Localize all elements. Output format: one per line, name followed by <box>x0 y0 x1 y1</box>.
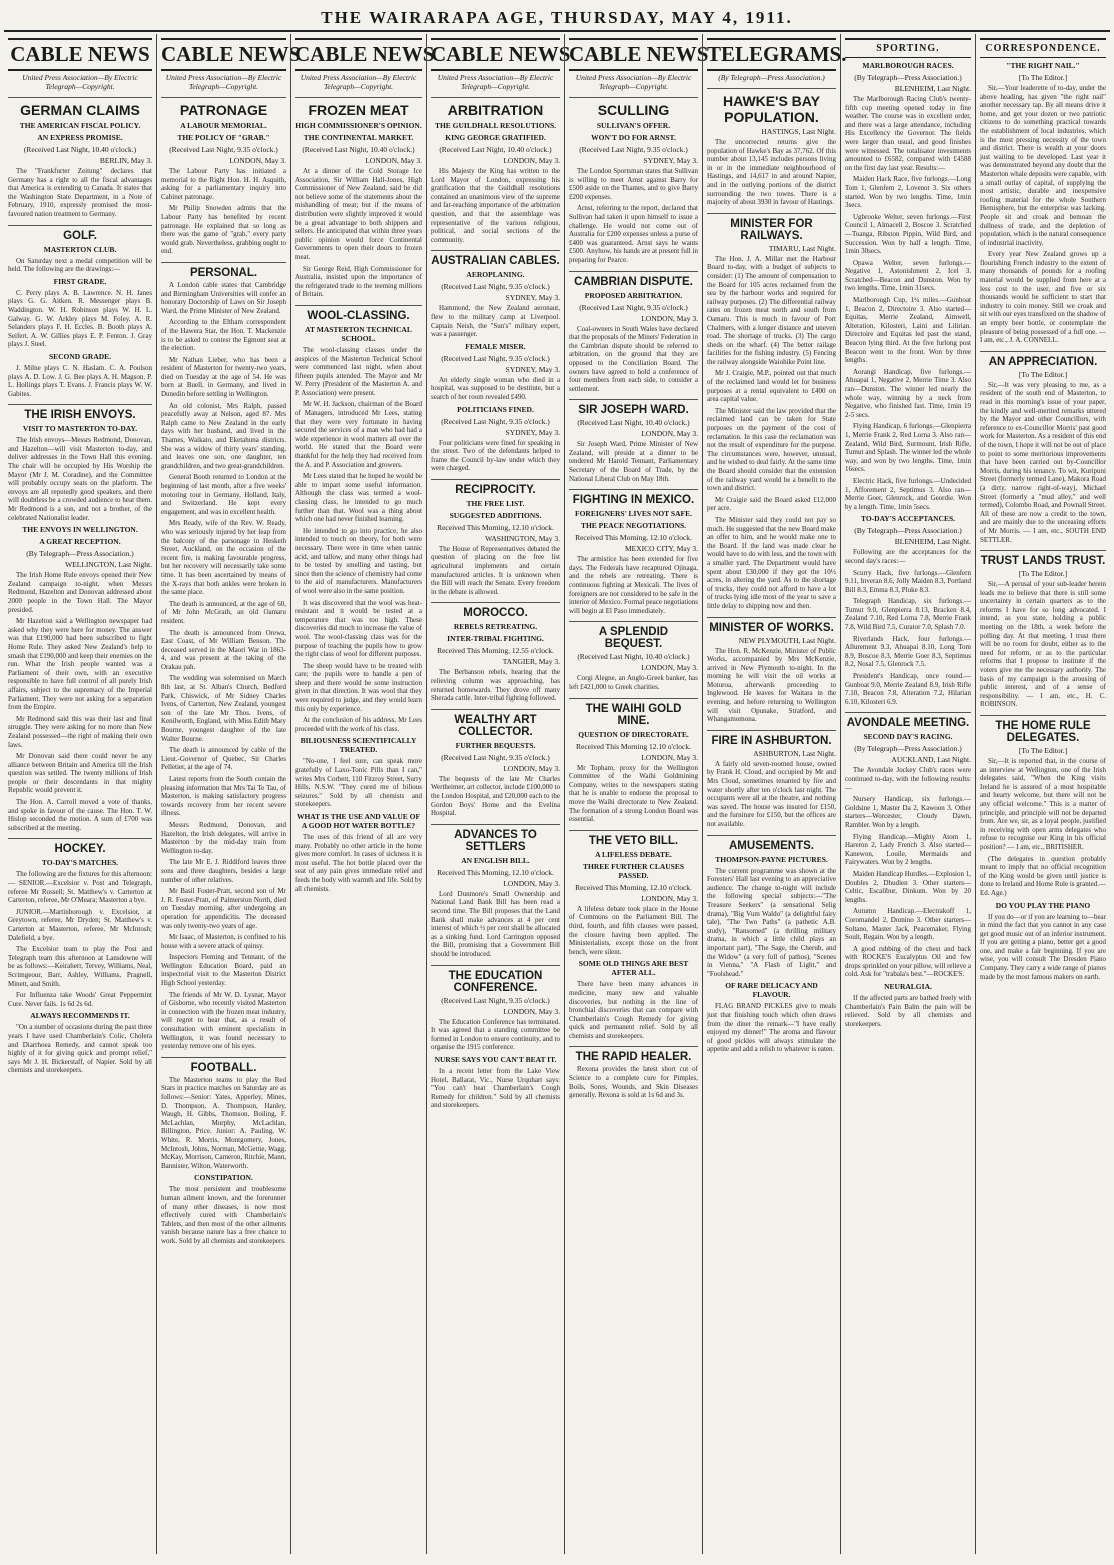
subheading: MASTERTON CLUB. <box>43 244 117 254</box>
newspaper-page <box>4 4 1110 1557</box>
subheading: FOREIGNERS' LIVES NOT SAFE. <box>575 509 692 519</box>
article-paragraph: Lord Dunmore's Small Ownership and National Land Bank Bill has been read a second time. The Bill proposes that the Land Bank shall make advances at 4 per cent interest of which ½ per cent shall be allocated as a sinking fund. Lord Carrington opposed the Bill, promising that a Government Bill should be introduced. <box>431 889 560 958</box>
dateline: LONDON, May 3. <box>641 663 698 673</box>
press-credit: United Press Association—By Electric Telegraph—Copyright. <box>165 73 282 91</box>
article-paragraph: The death is announced from Orewa, East Coast, of Mr William Benson. The deceased served in the Maori War in 1863-4, and was present at the taking of the Orakau pah. <box>161 628 286 671</box>
subheading: TO-DAY'S MATCHES. <box>41 858 119 868</box>
subheading: NURSE SAYS YOU CAN'T BEAT IT. <box>434 1054 557 1064</box>
received-line: (Received Last Night, 9.35 o'clock.) <box>579 302 688 312</box>
received-line: (Received Last Night, 9.35 o'clock.) <box>441 752 550 762</box>
article-paragraph: He intended to go into practice, he also intended to touch on theory, for both were necessary. There were in time when tannic acid, and tallow, and many other things had to be tested by smelling and tasting, but since then the science of chemistry had come to the aid of manufacturers. Manufacturers of wool were also in the same position. <box>295 526 422 595</box>
dateline: MEXICO CITY, May 3. <box>625 544 698 554</box>
article-paragraph: Inspectors Fleming and Tennant, of the Wellington Education Board, paid an inspectorial visit to the Masterton District High School yesterday. <box>161 953 286 988</box>
dateline: SYDNEY, May 3. <box>505 364 560 374</box>
subheading: KING GEORGE GRATIFIED. <box>445 133 546 142</box>
article-paragraph: The Marlborough Racing Club's twenty-fifth cup meeting opened today in fine weather. The course was in excellent order, and there was a large attendance, including His Excellency the Governor. The fields were larger than usual, and good finishes were witnessed. The totalisator investments amounted to £6582, compared with £4588 on the first day last year. Results:— <box>845 95 971 172</box>
article-paragraph: The Hon. A. Carroll moved a vote of thanks, and spoke in favour of the cause. The Hon. T. W. Hislop seconded the motion. A sum of £700 was subscribed at the meeting. <box>8 798 152 832</box>
subheading: HIGH COMMISSIONER'S OPINION. <box>295 121 422 130</box>
article-paragraph: Arnst, referring to the report, declared that Sullivan had taken it upon himself to issue a challenge. He would not come out of Australia for £200 expenses unless a purse of £400 was guaranteed. Arnst says he wants £500. Anyhow, his hands are at present full in preparing for Pearce. <box>569 204 698 264</box>
subheading: FURTHER BEQUESTS. <box>455 740 536 750</box>
subheading: THREE FURTHER CLAUSES PASSED. <box>582 861 684 880</box>
section-heading: AMUSEMENTS. <box>707 835 836 852</box>
columns-container <box>4 32 1110 1554</box>
article-paragraph: Following are the acceptances for the second day's races:— <box>845 548 971 565</box>
received-line: Received This Morning, 12.10 o'clock. <box>437 522 554 532</box>
article-paragraph: The armistice has been extended for five days. The Federals have recaptured Ojinaga, and the rebels are retreating. There is continuous fighting at Mexicali. The lives of foreigners are not considered to be safe in the interior of Mexico. Formal peace negotiations will begin at El Paso immediately. <box>569 555 698 615</box>
dateline: LONDON, May 3. <box>641 893 698 903</box>
received-line: (By Telegraph—Press Association.) <box>854 744 962 754</box>
section-heading: PERSONAL. <box>161 262 286 279</box>
subheading: CONSTIPATION. <box>194 1173 253 1183</box>
article-paragraph: Hammond, the New Zealand aeronaut, flew to the military camp at Liverpool. Captain Neish, the "Sun's" military expert, was a passenger. <box>431 304 560 339</box>
column-header: CABLE NEWS <box>8 38 152 71</box>
article-paragraph: For Influenza take Woods' Great Peppermint Cure. Never fails. 1s 6d 2s 6d. <box>8 991 152 1008</box>
subheading: THE PEACE NEGOTIATIONS. <box>580 521 687 531</box>
received-line: [To The Editor.] <box>1018 746 1068 755</box>
press-credit: United Press Association—By Electric Telegraph—Copyright. <box>300 73 417 91</box>
column-header: SPORTING. <box>845 38 971 58</box>
subheading: DO YOU PLAY THE PIANO <box>995 900 1091 910</box>
article-paragraph: The wedding was solemnised on March 8th last, at St. Alban's Church, Bedford Park, Chiswick, of Mr Sidney Charles Ivens, of Carterton, New Zealand, youngest son of the late Mr Thos. Ivens, of Kenilworth, England, with Miss Edith Mary Bourne, youngest daughter of the late Walter Bourne. <box>161 674 286 743</box>
article-paragraph: Sir Joseph Ward, Prime Minister of New Zealand, will preside at a dinner to be tendered Mr Harold Tennant, Parliamentary Secretary of the Board of Trade, by the National Liberal Club on May 18th. <box>569 440 698 483</box>
press-credit: United Press Association—By Electric Telegraph—Copyright. <box>437 73 554 91</box>
column-2 <box>156 34 301 1554</box>
subheading: VISIT TO MASTERTON TO-DAY. <box>22 424 138 434</box>
article-paragraph: In a recent letter from the Lake View Hotel, Ballarat, Vic., Nurse Urquhart says: "You can't beat Chamberlain's Cough Remedy for children." Sold by all chemists and storekeepers. <box>431 1066 560 1110</box>
subheading: AT MASTERTON TECHNICAL SCHOOL. <box>305 324 412 343</box>
section-heading: WOOL-CLASSING. <box>295 305 422 322</box>
section-heading: WEALTHY ART COLLECTOR. <box>431 709 560 738</box>
subheading: A GREAT RECEPTION. <box>39 537 121 547</box>
article-paragraph: The Irish envoys—Messrs Redmond, Donovan, and Hazelton—will visit Masterton to-day, and deliver addresses in the Town Hall this evening. The chair will be occupied by His Worship the Mayor (Mr J. M. Coradine), and the Committee will probably occupy seats on the platform. The envoys are all reputedly good speakers, and there will doubtless be a crowded audience to hear them. Mr Redmond is a son, and not a brother, of the celebrated Nationalist leader. <box>8 436 152 522</box>
dateline: LONDON, May 3. <box>365 156 422 165</box>
article-paragraph: The wool-classing classes under the auspices of the Masterton Technical School were commenced last night, when about fifteen pupils attended. The Mayor and Mr W. Perry (President of the Masterton A. and P. Association) were present. <box>295 345 422 397</box>
received-line: (Received Last Night, 9.35 o'clock.) <box>441 995 550 1005</box>
subheading: AEROPLANING. <box>466 270 525 280</box>
section-heading: CAMBRIAN DISPUTE. <box>569 271 698 288</box>
article-paragraph: Mr Donovan said there could never be any alliance between Britain and America till the Irish question was settled. The twenty millions of Irish people or their descendants in that mighty Republic would prevent it. <box>8 752 152 795</box>
article-paragraph: Telegraph Handicap, six furlongs.—Tumut 9.0, Glenpierra 8.13, Bracken 8.4, Zealand 7.10, Red Lorna 7.8, Merrie Frank 7.8, Wild Bird 7.5, Curator 7.0, Splash 7.0. <box>845 597 971 632</box>
article-paragraph: A London cable states that Cambridge and Birmingham Universities will confer an honorary Doctorship of Laws on Sir Joseph Ward, the Prime Minister of New Zealand. <box>161 280 286 315</box>
article-paragraph: Autumn Handicap.—Electrakoff 1, Coromandel 2, Domino 3. Other starters—Soltano, Master Jack, Peacemaker, Flying Soult, Regain. Won by a length. <box>845 907 971 942</box>
article-paragraph: The London Sportsman states that Sullivan is willing to meet Arnst against Barry for £500 aside on the Thames, and to give Barry £200 expenses. <box>569 167 698 201</box>
dateline: LONDON, May 3. <box>503 878 560 888</box>
received-line: (Received Last Night, 10.40 o'clock.) <box>23 145 137 154</box>
article-paragraph: The Irish Home Rule envoys opened their New Zealand campaign to-night, when Messrs Redmond, Hazelton and Donovan addressed about 2000 people in the Town Hall. The Mayor presided. <box>8 571 152 614</box>
article-paragraph: Mr Philip Snowden admits that the Labour Party has benefited by recent patronage. He explained that so long as there was the game of "grab," every party would grab. Nevertheless, grabbing ought to end. <box>161 204 286 256</box>
dateline: BLENHEIM, Last Night. <box>894 537 971 547</box>
dateline: NEW PLYMOUTH, Last Night. <box>738 635 836 645</box>
article-paragraph: Mrs Ready, wife of the Rev. W. Ready, who was seriously injured by her leap from the balcony of the parsonage in Hesketh Street, Auckland, on the occasion of the recent fire, is making favourable progress, but her recovery will necessarily take some time. It has been ascertained by means of the X-rays that both ankles were broken in the same place. <box>161 519 286 597</box>
article-paragraph: A fairly old seven-roomed house, owned by Frank H. Cloud, and occupied by Mr and Mrs Cloud, sometimes tenanted by fire and water shortly after ten o'clock last night. The occupants were all at the theatre, and nothing was saved. The house was insured for £150, and the furniture for £150, but the offices are not available. <box>707 759 836 828</box>
section-heading: SIR JOSEPH WARD. <box>569 399 698 416</box>
article-paragraph: Flying Handicap, 6 furlongs.—Glenpierra 1, Merrie Frank 2, Red Lorna 3. Also ran—Zealand, Wild Bird, Surmount, Irish Rifle, Tumut and Splash. The winner led the whole way, and won by two lengths. Time, 1min 16secs. <box>845 422 971 474</box>
subheading: A LIFELESS DEBATE. <box>595 849 672 859</box>
section-heading: MOROCCO. <box>431 602 560 619</box>
article-paragraph: Mr Hazelton said a Wellington newspaper had asked why they were here for money. The answer was that £190,000 had been subscribed to fight Home Rule. They asked New Zealand's help to smash that £190,000 and keep their enemies on the run. What the Irish people wanted was a Parliament of their own, with an executive responsible to have full control of all purely Irish affairs, subject to the supremacy of the Imperial Parliament. They were not asking for a separation from the Empire. <box>8 617 152 712</box>
article-paragraph: Sir,—Your leaderette of to-day, under the above heading, has given "the right nail" another necessary tap. By all means drive it home, and get your dozen or two patriotic citizens to do something practical towards the establishment of local industries, which is the most pressing necessity of the town and district. There is wealth at your doors just waiting to be developed. Last year it was demonstrated beyond any doubt that the Masterton whale deposits were capable, with a small outlay of capital, of supplying the most artistic, durable and inexpensive roofing material for the whole Southern Hemisphere, but the enterprise was lacking. People sit and croak and bemoan the dullness of trade, and the depletion of population, which is the natural consequence of industrial inactivity. <box>980 84 1106 247</box>
dateline: HASTINGS, Last Night. <box>761 127 836 136</box>
article-paragraph: (The delegates in question probably meant to imply that no official recognition of the King would be given until justice is done to Ireland and Home Rule is granted.—Ed. Age.) <box>980 854 1106 897</box>
subheading: FIRST GRADE. <box>53 276 107 286</box>
section-heading: ARBITRATION <box>431 97 560 118</box>
subheading: REBELS RETREATING. <box>453 622 538 632</box>
dateline: LONDON, May 3. <box>229 156 286 165</box>
article-paragraph: The Hon. J. A. Millar met the Harbour Board to-day, with a budget of subjects to consider: (1) The amount of compensation to the Board for 105 acres reclaimed from the sea by the harbour works and required for railway purposes. (2) The differential railway rates on frozen meat north and south from Oamaru. This is much in favour of Port Chalmers, with a longer distance and uneven road. The shortage of trucks. (3) The cargo sheds on the wharf. (4) The better railage facilities for the fishing industry. (5) Fencing the railway alongside Waiohike Point line. <box>707 254 836 366</box>
article-paragraph: The sheep would have to be treated with care; the pupils were to handle a pen of sheep and there would be some instruction given in that direction. It was wool that they were required to judge, and they would learn this only by experience. <box>295 661 422 713</box>
article-paragraph: Scurry Hack, five furlongs.—Glenfern 9.11, Inveran 8.6, Jolly Maiden 8.3, Portland Bill 8.3, Emma 8.3, Pluke 8.3. <box>845 568 971 594</box>
subheading: THE GUILDHALL RESOLUTIONS. <box>434 121 557 130</box>
article-paragraph: Rexona provides the latest short cut of Science to a complete cure for Pimples, Boils, Sores, Wounds, and Skin Diseases generally. Rexona is sold at 1s 6d and 3s. <box>569 1065 698 1100</box>
received-line: (Received Last Night, 9.35 o'clock.) <box>169 145 278 154</box>
section-heading: GOLF. <box>8 225 152 242</box>
subheading: SECOND DAY'S RACING. <box>863 732 953 742</box>
subheading: THE POLICY OF "GRAB." <box>177 133 270 142</box>
dateline: AUCKLAND, Last Night. <box>891 755 971 765</box>
press-credit: United Press Association—By Electric Telegraph—Copyright. <box>575 73 692 91</box>
section-heading: THE HOME RULE DELEGATES. <box>980 715 1106 744</box>
section-heading: ADVANCES TO SETTLERS <box>431 824 560 853</box>
column-header: CABLE NEWS <box>569 38 698 71</box>
section-heading: THE WAIHI GOLD MINE. <box>569 698 698 727</box>
subheading: SECOND GRADE. <box>48 351 112 361</box>
article-paragraph: The Avondale Jockey Club's races were continued to-day, with the following results:— <box>845 766 971 792</box>
article-paragraph: If you do—or if you are learning to—bear in mind the fact that you cannot in any case get good music out of an inferior instrument. If you are getting a piano, better get a good one, and make a fair beginning. If you are wise, you will consult The Dresden Piano Company. They carry a wide range of pianos made by the most famous makers on earth. <box>980 912 1106 981</box>
section-heading: MINISTER OF WORKS. <box>707 617 836 634</box>
article-paragraph: Sir,—A perusal of your sub-leader herein leads me to believe that there is still some uncertainty in certain quarters as to the reforms I have for so long advocated. I intend, as you state, holding a public meeting on the 18th, a week before the polling day. At that meeting, I trust there will be no room for doubt, either as to the need for reform, or as to the particular reforms that I propose to institute if the voters give me the necessary authority. The basis of my campaign is the arousing of public interest, and of a sense of responsibility. — I am, etc., H. C. ROBINSON. <box>980 580 1106 709</box>
subheading: PROPOSED ARBITRATION. <box>584 290 683 300</box>
subheading: THE ENVOYS IN WELLINGTON. <box>22 525 138 535</box>
section-heading: HOCKEY. <box>8 838 152 855</box>
article-paragraph: Marlborough Cup, 1¼ miles.—Gunboat 1, Beacon 2, Directoire 3. Also started—Equitas, Merrie Zealand, Aimwell, Alteration, Kilosteri, Laini and Lilirian. Directoire and Equitas led past the stand, Beacon lying third. At the five furlong post Beacon went to the front. Won by three lengths. <box>845 296 971 365</box>
subheading: QUESTION OF DIRECTORATE. <box>578 729 689 739</box>
dateline: SYDNEY, May 3. <box>505 427 560 437</box>
article-paragraph: Mr Topham, proxy for the Wellington Committee of the Waihi Goldmining Company, writes to the newspapers stating that he is unable to endorse the proposal to move the Waihi directorate to New Zealand. The formation of a strong London Board was essential. <box>569 763 698 824</box>
article-paragraph: General Booth returned to London at the beginning of last month, after a five weeks' motoring tour in Germany, Holland, Italy, and Switzerland. He kept every engagement, and was in excellent health. <box>161 473 286 516</box>
dateline: WASHINGTON, May 3. <box>485 533 560 543</box>
article-paragraph: J. Milne plays C. N. Haslam. C. A. Poulson plays A. D. Low. J. G. Bee plays A. H. Magson. P. L. Hollings plays T. Evans. J. Francis plays W. W. Gabites. <box>8 363 152 398</box>
article-paragraph: The death is announced, at the age of 60, of Mr John McGrath, an old Oamaru resident. <box>161 599 286 625</box>
masthead: THE WAIRARAPA AGE, THURSDAY, MAY 4, 1911. <box>4 4 1110 32</box>
received-line: [To The Editor.] <box>1018 73 1068 82</box>
received-line: (By Telegraph—Press Association.) <box>854 526 962 536</box>
article-paragraph: Mr Basil Foster-Pratt, second son of Mr J. R. Foster-Pratt, of Palmerston North, died on Tuesday morning, after undergoing an operation for appendicitis. The deceased was only twenty-two years of age. <box>161 887 286 930</box>
subheading: "THE RIGHT NAIL." <box>1006 61 1080 70</box>
press-credit: United Press Association—By Electric Telegraph—Copyright. <box>22 73 138 91</box>
section-heading: AN APPRECIATION. <box>980 351 1106 368</box>
article-paragraph: Maiden Handicap Hurdles.—Explosion 1, Doubles 2, Dhudien 3. Other starters—Celtic, Escalibur, Dinkum. Won by 20 lengths. <box>845 869 972 904</box>
dateline: WELLINGTON, Last Night. <box>65 560 152 570</box>
received-line: Received This Morning 12.10 o'clock. <box>576 741 691 751</box>
subheading: OF RARE DELICACY AND FLAVOUR. <box>725 981 818 1000</box>
received-line: Received This Morning, 12.55 o'clock. <box>437 646 554 656</box>
received-line: (Received Last Night, 9.35 o'clock.) <box>579 145 688 154</box>
dateline: LONDON, May 3. <box>641 752 698 762</box>
article-paragraph: C. Perry plays A. B. Lawrence. N. H. Janes plays G. G. Aitken. R. Messenger plays B. Waddington. W. H. Robinson plays W. H. L. Galway. G. W. Arkley plays M. Foley. A. R. Selanders plays F. H. Eccles. B. Booth plays A. Seifert. A. W. Gillies plays E. P. Fenton. J. Gray plays J. Steel. <box>8 288 152 349</box>
subheading: THE AMERICAN FISCAL POLICY. <box>19 121 141 130</box>
dateline: LONDON, May 3. <box>641 429 698 439</box>
article-paragraph: The Berbanson rebels, hearing that the relieving column was approaching, has returned homewards. They drove off many Sherada cattle. Inter-tribal fighting followed. <box>431 668 560 703</box>
section-heading: THE IRISH ENVOYS. <box>8 404 152 421</box>
article-paragraph: Aorangi Handicap, five furlongs.—Ahuapai 1, Negative 2, Merrie Time 3. Also ran—Dunston. The winner led nearly the whole way, winning by a neck from Negative, who finished fast. Time, 1min 19 2-5 secs. <box>845 367 971 419</box>
column-4 <box>426 34 571 1554</box>
subheading: AN EXPRESS PROMISE. <box>37 133 123 142</box>
article-paragraph: Riverlands Hack, four furlongs.—Allurement 9.3, Ahuapai 8.10, Long Tom 8.9, Boscoe 8.3, Merrie Goer 8.3, Septimus 8.2, Nosal 7.5, Glenrock 7.5. <box>845 634 971 669</box>
subheading: THE FREE LIST. <box>466 498 525 508</box>
article-paragraph: A lifeless debate took place in the House of Commons on the Parliament Bill. The third, fourth, and fifth clauses were passed, the closure having been applied. The Ministerialists, except those on the front bench, were silent. <box>569 904 698 956</box>
received-line: (By Telegraph—Press Association.) <box>26 549 134 559</box>
article-paragraph: JUNIOR.—Martinborough v. Excelsior, at Greytown, referee, Mr Dryden; St. Matthew's v. Carterton at Masterton, referee, Mr McIntosh; Dalefield, a bye. <box>8 907 152 942</box>
received-line: (Received Last Night, 9.35 o'clock.) <box>441 282 550 292</box>
subheading: THOMPSON-PAYNE PICTURES. <box>715 854 828 864</box>
column-header: TELEGRAMS. <box>707 38 836 71</box>
received-line: Received This Morning, 12.10 o'clock. <box>575 533 692 543</box>
article-paragraph: A good rubbing of the chest and back with ROCKE'S Eucalyptus Oil and few drops sprinkled on your pillow, will relieve a cold. Ask for "trabala's best."—ROCKE'S. <box>845 944 971 979</box>
column-1 <box>4 34 156 1554</box>
column-header: CABLE NEWS <box>161 38 286 71</box>
article-paragraph: At a dinner of the Cold Storage Ice Association, Sir William Hall-Jones, High Commissioner of New Zealand, said he did not believe some of the statements about the mishandling of meat; but if the means of distribution were slightly improved it would be a great advantage to both shippers and sellers. He anticipated that within three years public opinion would force Continental Governments to open their doors to frozen meat. <box>295 167 422 261</box>
column-3 <box>290 34 435 1554</box>
dateline: SYDNEY, May 3. <box>643 156 698 165</box>
received-line: (Received Last Night, 10.40 o'clock.) <box>577 418 690 428</box>
article-paragraph: The most persistent and troublesome human ailment known, and the forerunner of many other diseases, is now most effectively cured with Chamberlain's Tablets, and then most of the other ailments vanish because nature has a free chance to work. Sold by all chemists and storekeepers. <box>161 1185 286 1245</box>
received-line: [To The Editor.] <box>1018 569 1068 579</box>
article-paragraph: President's Handicap, once round.—Gunboat 9.0, Merrie Zealand 8.9, Irish Rifle 7.10, Beacon 7.8, Alteration 7.2, Hilarian 6.10, Kilosteri 6.9. <box>845 672 971 706</box>
article-paragraph: There have been many advances in medicine, many new and valuable discoveries, but nothing in the line of bronchial discoveries that can compare with Chamberlain's Cough Remedy for giving quick and permanent relief. Sold by all chemists and storekeepers. <box>569 980 698 1040</box>
article-paragraph: The Masterton teams to play the Red Stars in practice matches on Saturday are as follows:—Senior: Yates, Apperley, Mines, D. Thompson, A. Thompson, Hanley, Waugh, H. Gibbs, Thomson, Boiling, F. McLachlan, Murphy, McLachlan, Billington, Price. Junior: A. Pauling, W. White, R. Morris, Montgomery, Jones, McIntosh, Johns, Norman, McGettie, Wagg, McKay, Morrison, Cameron, Ritchie, Mann, Bannister, Wilton, Waterworth. <box>161 1075 286 1170</box>
article-paragraph: Ugbrooke Welter, seven furlongs.—First Council 1, Almacell 2, Boscoe 3. Scratched—Toanga, Ribston Pippin, Wild Bird, and Succession. Won by half a length. Time, 1min 30secs. <box>845 212 971 256</box>
received-line: (Received Last Night, 10.40 o'clock.) <box>439 145 552 154</box>
article-paragraph: The bequests of the late Mr Charles Wertheimer, art collector, include £100,000 to the London Hospital, and £20,000 each to the Gordon Boys' Home and the Evelina Hospital. <box>431 774 560 818</box>
dateline: LONDON, May 3. <box>503 156 560 165</box>
received-line: (Received Last Night, 9.35 o'clock.) <box>441 353 550 363</box>
article-paragraph: Mr Lees stated that he hoped he would be able to impart some useful information. Although the class was termed a wool-classing class, he intended to go much further than that. Wool was a thing about which one had never finished learning. <box>295 472 422 524</box>
dateline: ASHBURTON, Last Night. <box>753 748 836 758</box>
dateline: BLENHEIM, Last Night. <box>894 84 971 93</box>
article-paragraph: It was discovered that the wool was heat-resistant and it would be tested at a temperature that was too high. These discoveries did much to increase the value of wool. The wool-classing class was for the purpose of teaching the pupils how to grow the right class of wool for different purposes. <box>295 598 422 659</box>
dateline: SYDNEY, May 3. <box>505 293 560 303</box>
article-paragraph: Mr Craigie said the Board asked £12,000 per acre. <box>707 495 836 513</box>
column-header: CABLE NEWS <box>431 38 560 71</box>
subheading: A LABOUR MEMORIAL. <box>180 121 267 130</box>
dateline: BERLIN, May 3. <box>99 156 152 165</box>
subheading: ALWAYS RECOMMENDS IT. <box>30 1011 130 1021</box>
dateline: TIMARU, Last Night. <box>768 243 836 253</box>
subheading: FEMALE MISER. <box>465 341 526 351</box>
section-heading: SCULLING <box>569 97 698 118</box>
article-paragraph: The House of Representatives debated the question of placing on the free list agricultural implements and certain manufactured articles. It is unknown when the Bill will reach the Senate. Every freedom in the debate is allowed. <box>431 544 560 596</box>
subheading: WON'T DO FOR ARNST. <box>591 133 676 142</box>
section-heading: FOOTBALL. <box>161 1057 286 1074</box>
article-paragraph: The death is announced by cable of the Lieut.-Governor of Quebec, Sir Charles Pelletier, at the age of 74. <box>161 746 286 772</box>
dateline: TANGIER, May 3. <box>502 657 560 667</box>
section-heading: AVONDALE MEETING. <box>845 712 971 729</box>
article-paragraph: The Minister said the law provided that the reclaimed land can be taken for State purposes on the payment of the cost of reclamation. In this case the reclamation was not the result of expenditure for the purpose. The circumstances were, however, unusual, and he wished to deal fairly. At the same time the Board should consider that the extension of the railway yard would be a benefit to the town and district. <box>707 406 836 493</box>
subheading: SOME OLD THINGS ARE BEST AFTER ALL. <box>578 959 689 978</box>
article-paragraph: The Labour Party has initiated a memorial to the Right Hon. H. H. Asquith, asking for a parliamentary inquiry into Cabinet patronage. <box>161 167 286 201</box>
article-paragraph: If the affected parts are bathed freely with Chamberlain's Pain Balm the pain will be relieved. Sold by all chemists and storekeepers. <box>845 994 971 1028</box>
article-paragraph: Mr Isaac, of Masterton, is confined to his house with a severe attack of quinsy. <box>161 933 286 950</box>
column-header: CORRESPONDENCE. <box>980 38 1106 58</box>
section-heading: GERMAN CLAIMS <box>8 97 152 118</box>
column-6 <box>702 34 847 1554</box>
subheading: POLITICIANS FINED. <box>457 404 534 414</box>
article-paragraph: Coal-owners in South Wales have declared that the proposals of the Miners' Federation in the Cambrian dispute should be referred to arbitration, on the ground that they are opposed to the Conciliation Board. The owners have agreed to hold a conference of four members from each side, to consider a settlement. <box>569 324 698 393</box>
subheading: WHAT IS THE USE AND VALUE OF A GOOD HOT WATER BOTTLE? <box>296 812 421 830</box>
subheading: SUGGESTED ADDITIONS. <box>449 510 542 520</box>
article-paragraph: An elderly single woman who died in a hospital, was supposed to be destitute, but a search of her room revealed £490. <box>431 375 560 401</box>
subheading: THE CONTINENTAL MARKET. <box>303 133 414 142</box>
received-line: Received This Morning, 12.10 o'clock. <box>437 867 554 877</box>
column-header: CABLE NEWS <box>295 38 422 71</box>
article-paragraph: The uses of this friend of all are very many. Probably no other article in the home gives more comfort. In cases of sickness it is most useful. The hot bottle placed over the seat of any pain gives immediate relief and feeds the body with warmth and life. Sold by all chemists. <box>295 833 422 893</box>
article-paragraph: Mr Redmond said this was their last and final struggle. They were asking for no more than New Zealand possessed—the right of making their own laws. <box>8 714 152 749</box>
section-heading: FIGHTING IN MEXICO. <box>569 489 698 506</box>
section-heading: A SPLENDID BEQUEST. <box>569 621 698 650</box>
dateline: LONDON, May 3. <box>503 1006 560 1016</box>
section-heading: THE VETO BILL. <box>569 830 698 847</box>
subheading: MARLBOROUGH RACES. <box>862 61 954 70</box>
subheading: INTER-TRIBAL FIGHTING. <box>447 634 544 644</box>
article-paragraph: The Hon. R. McKenzie, Minister of Public Works, accompanied by Mrs McKenzie, arrived in New Plymouth to-night. In the morning he will visit the oil works at Moturoa, afterwards proceeding to Inglewood. He leaves for Waitara in the evening, and before returning to Wellington will visit Opunake, Stratford, and Whangamomona. <box>707 646 836 724</box>
dateline: LONDON, May 3. <box>641 313 698 323</box>
section-heading: FIRE IN ASHBURTON. <box>707 730 836 747</box>
column-7 <box>840 34 975 1554</box>
section-heading: FROZEN MEAT <box>295 97 422 118</box>
received-line: (Received Last Night, 10.40 o'clock.) <box>577 652 690 662</box>
article-paragraph: His Majesty the King has written to the Lord Mayor of London, expressing his gratification that the Guildhall resolutions contained an unanimous view of the supreme and far-reaching importance of the arbitration question, and that the assemblage was representative of the various religious, political, and social sections of the community. <box>431 167 560 244</box>
article-paragraph: Four politicians were fined for speaking in the street. Two of the defendants helped to frame the Council by-law under which they were charged. <box>431 438 560 473</box>
press-credit: (By Telegraph—Press Association.) <box>718 73 825 82</box>
section-heading: TRUST LANDS TRUST. <box>980 550 1106 567</box>
article-paragraph: The current programme was shown at the Foresters' Hall last evening to an appreciative audience. The change to-night will include the following special subjects:—"The Treasure Seekers" (a sensational Selig drama), "Big Vum Waldo" (a delightful fairy tale), "The Two Paths" (a pathetic A.B. study), "Ransomed" (a thrilling military drama, in which a little child plays an important part), "The Sage, the Cherub, and the Widow" (a very full of pathos), "Scenes in Vienna," "A Flash of Light," and "Foolshead." <box>707 866 836 978</box>
article-paragraph: An old colonist, Mrs Ralph, passed peacefully away at Nelson, aged 87. Mrs Ralph came to New Zealand in the early days with her husband, and lived in the Thames, Waikato, and Eketahuna districts. She was a widow of thirty years' standing, and leaves one son, one daughter, ten grandchildren, and two great-grandchildren. <box>161 401 286 470</box>
article-paragraph: Sir,—It is reported that, in the course of an interview at Wellington, one of the Irish delegates said, "When the King visits Ireland he is assured of a most hospitable and hearty welcome, but there will not be any official welcome." This is a matter of principle, and principle will not be departed from. Are we, sir, as a loyal people, justified in receiving with open arms delegates who refuse to recognise our King in his official position? — I am, etc., BRITISHER. <box>980 757 1106 851</box>
article-paragraph: Sir,—It was very pleasing to me, as a resident of the south end of Masterton, to read in this morning's issue of your paper, the kindly and well-merited remarks uttered by the Mayor and other Councillors, with reference to ex-Councillor Morris' past good work for Masterton. As a resident of this end of the town, I hope it will not be out of place to point to some meritorious improvements that have been carried out by-Councillor Morris, during his tenancy. To wit, Kuripuni Street (formerly termed Lane), Makora Road (a dirty, narrow right-of-way), Michael Street (formerly a "mud alley," and well termed), Colombo Road, and Pownall Street. All of these are now a credit to the town, and are mainly due to the unceasing efforts of Mr Morris. — I am, etc., SOUTH END SETTLER. <box>980 380 1106 544</box>
article-paragraph: The uncorrected returns give the population of Hawke's Bay as 37,762. Of this number about 13,145 includes persons living in or in the immediate neighbourhood of Hastings, and 14,617 in and around Napier, and in the outlying portions of the district surrounding the two towns. There is a majority of about 3930 in favour of Hastings. <box>707 138 836 207</box>
article-paragraph: "On a number of occasions during the past three years I have used Chamberlain's Colic, Cholera and Diarrhoea Remedy, and cannot speak too highly of it for giving quick and prompt relief," says Mr J. H. Bickerstaff, of Napier. Sold by all chemists and storekeepers. <box>8 1023 152 1075</box>
column-8 <box>975 34 1110 1554</box>
subheading: NEURALGIA. <box>884 982 932 992</box>
article-paragraph: The "Frankfurter Zeitung" declares that Germany has a right to all the fiscal advantages that America is extending to Canada. It states that the Washington State Department, in a Note of February, 1910, expressly promised the most-favoured nation treatment to Germany. <box>8 167 152 218</box>
received-line: (By Telegraph—Press Association.) <box>854 73 962 82</box>
article-paragraph: The following are the fixtures for this afternoon:— SENIOR.—Excelsior v. Post and Telegraph, referee Mr Rossell; St. Matthew's v. Carterton at Carterton, referee, Mr O'Meara; Masterton a bye. <box>8 870 152 905</box>
received-line: [To The Editor.] <box>1018 369 1068 379</box>
received-line: Received This Morning, 12.10 o'clock. <box>575 882 692 892</box>
article-paragraph: The Education Conference has terminated. It was agreed that a standing committee be formed in London to ensure continuity, and to organise the 1915 conference. <box>431 1017 560 1052</box>
article-paragraph: According to the Eltham correspondent of the Hawera Star, the Hon. T. Mackenzie is to be asked to contest the Egmont seat at the election. <box>161 318 286 353</box>
received-line: (Received Last Night, 10.40 o'clock.) <box>302 145 415 154</box>
article-paragraph: The Excelsior team to play the Post and Telegraph team this afternoon at Lansdowne will be as follows:—Keiraherr, Tervey, Williams, Neal, Scrimgeour, Barr, Ashley, Williams, Pragnell, Minett, and Smith. <box>8 945 152 988</box>
article-paragraph: Every year New Zealand grows up a flourishing French industry to the extent of many thousands of pounds for a roofing material would be supplied from here at a less cost to the user, and five or six thousands would be sufficient to start that industry to coin money. Still we croak and sit with our eyes transfixed on the shadow of an empty beer bottle, or contemplate the pleasure of being possessed of a full one. — I am, etc., J. A. CONNELL. <box>980 250 1106 345</box>
section-heading: THE EDUCATION CONFERENCE. <box>431 965 560 994</box>
article-paragraph: Mr Nathan Lieber, who has been a resident of Masterton for twenty-two years, died on Tuesday at the age of 54. He was born at Buell, in Germany, and lived in Dunedin before settling in Wellington. <box>161 355 286 399</box>
article-paragraph: Corgi Alegne, an Anglo-Greek banker, has left £421,000 to Greek charities. <box>569 674 698 691</box>
subheading: AN ENGLISH BILL. <box>461 855 530 865</box>
article-paragraph: The friends of Mr W. D. Lysnar, Mayor of Gisborne, who recently visited Masterton in connection with the frozen meat industry, will regret to hear that, as a result of consultation with eminent specialists in Wellington, it was found necessary to yesterday remove one of his eyes. <box>161 990 286 1051</box>
article-paragraph: Flying Handicap.—Mighty Atom 1, Hareron 2, Lady French 3. Also started—Kanewon, Louile, Mermaids and Fairywaters. Won by 2 lengths. <box>845 832 971 867</box>
section-heading: RECIPROCITY. <box>431 479 560 496</box>
article-paragraph: Maiden Hack Race, five furlongs.—Long Tom 1, Glenfern 2, Lovenot 3. Six others started. Won by two lengths. Time, 1min 3secs. <box>845 175 971 210</box>
section-heading: PATRONAGE <box>161 97 286 118</box>
section-heading: MINISTER FOR RAILWAYS. <box>707 213 836 242</box>
article-paragraph: Sir George Reid, High Commissioner for Australia, insisted upon the importance of the refrigerated trade to the teeming millions of Britain. <box>295 264 422 299</box>
column-5 <box>564 34 709 1554</box>
article-paragraph: The late Mr E. J. Riddiford leaves three sons and three daughters, besides a large number of other relatives. <box>161 858 286 884</box>
article-paragraph: Messrs Redmond, Donovan, and Hazelton, the Irish delegates, will arrive in Masterton by the mid-day train from Wellington to-day. <box>161 820 286 855</box>
article-paragraph: The Minister said they could not pay so much. He suggested that the new Board make an offer to him, and he would make one to the Board. If the land was made clear he would have to do with less, and the town with a smaller yard. The Department would have spent about £30,000 if they got the 10½ acres, in altering the yard. As to the shortage of trucks, they could not afford to have a lot of trucks lying idle most of the year to save a little delay to shipping now and then. <box>707 515 836 610</box>
article-paragraph: Opawa Welter, seven furlongs.—Negative 1, Astonishment 2, Icel 3. Scratched—Beacon and Dunston. Won by two lengths. Time, 1min 31secs. <box>845 258 971 293</box>
subheading: SULLIVAN'S OFFER. <box>596 121 671 130</box>
article-paragraph: Mr W. H. Jackson, chairman of the Board of Managers, introduced Mr Lees, stating that they were very fortunate in having secured the services of a man who had had a wide experience in wool matters all over the world. He stated that the Board were thankful for the help they had received from the A. and P. Association and growers. <box>295 400 422 469</box>
subheading: BILIOUSNESS SCIENTIFICALLY TREATED. <box>300 736 417 755</box>
dateline: LONDON, May 3. <box>503 763 560 773</box>
section-heading: HAWKE'S BAY POPULATION. <box>707 88 836 125</box>
article-paragraph: On Saturday next a medal competition will be held. The following are the drawings:— <box>8 256 152 274</box>
article-paragraph: At the conclusion of his address, Mr Lees proceeded with the work of his class. <box>295 716 422 733</box>
article-paragraph: "No-one, I feel sure, can speak more gratefully of Laxo-Tonic Pills than I can," writes Mrs Corbett, 110 Fitzroy Street, Surry Hills, N.S.W. "They cured me of bilious seizures." Sold by all chemists and storekeepers. <box>295 757 422 809</box>
section-heading: AUSTRALIAN CABLES. <box>431 250 560 267</box>
article-paragraph: FLAG BRAND PICKLES give to meals just that finishing touch which often draws from the diner the remark—"I have really enjoyed my dinner!" The aroma and flavour of good pickles will always stimulate the appetite and add a relish to whatever is eaten. <box>707 1002 836 1054</box>
article-paragraph: Latest reports from the South contain the pleasing information that Mrs Tai Te Tau, of Masterton, is making satisfactory progress towards recovery from her recent severe illness. <box>161 775 286 818</box>
article-paragraph: Mr J. Craigie, M.P., pointed out that much of the reclaimed land would let for business purposes at a rental equivalent to £400 on area capital value. <box>707 369 836 404</box>
received-line: (Received Last Night, 9.35 o'clock.) <box>441 416 550 426</box>
subheading: TO-DAY'S ACCEPTANCES. <box>860 514 956 524</box>
article-paragraph: Nursery Handicap, six furlongs.—Goldsine 1, Master Da 2, Kawoon 3. Other starters—Worcester, Cloudy Dawn, Rambler. Won by a length. <box>845 795 971 829</box>
section-heading: THE RAPID HEALER. <box>569 1046 698 1063</box>
article-paragraph: Electric Hack, five furlongs.—Undecided 1, Afforement 2, Septimus 3. Also ran—Merrie Goer, Glenrock, and Geordie. Won by a length. Time, 1min 5secs. <box>845 476 971 511</box>
